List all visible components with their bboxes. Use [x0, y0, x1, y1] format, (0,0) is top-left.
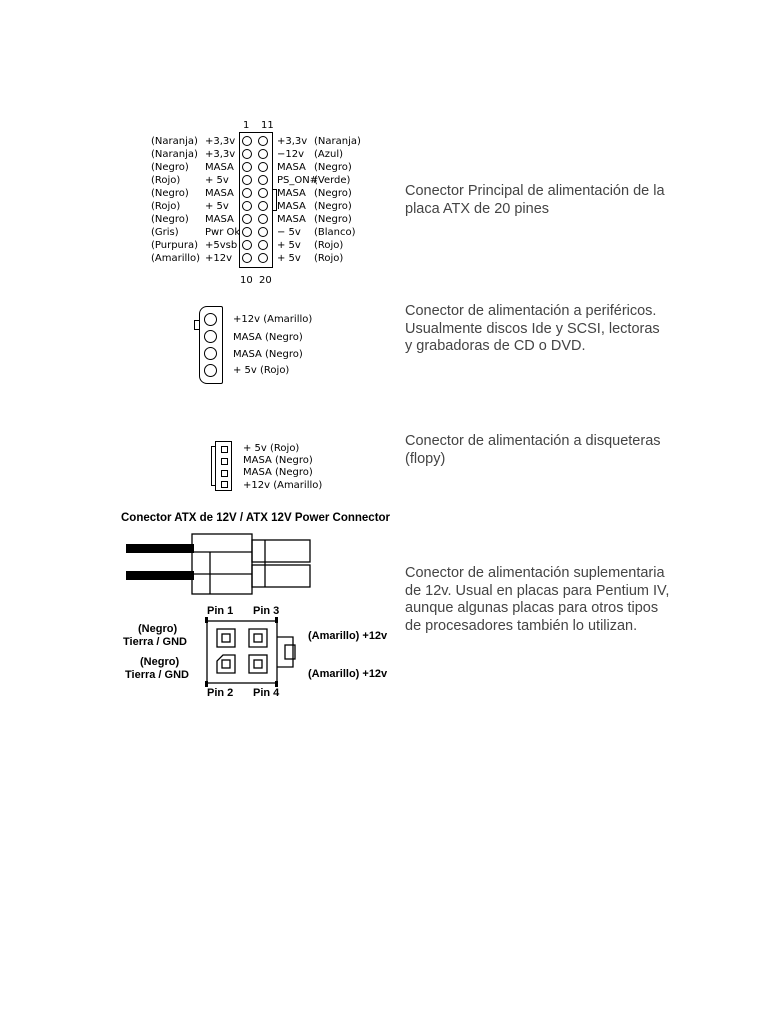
voltage-left: + 5v — [205, 175, 229, 186]
atx20-pin — [258, 227, 268, 237]
wire-color-right: (Negro) — [314, 188, 352, 199]
gnd-bottom-label: Tierra / GND — [125, 669, 189, 681]
pin-number-11: 11 — [261, 120, 274, 131]
voltage-right: MASA — [277, 188, 306, 199]
pin-number-10: 10 — [240, 275, 253, 286]
floppy-label: + 5v (Rojo) — [243, 443, 300, 454]
front-housing — [207, 621, 295, 683]
atx12v-description: Conector de alimentación suplementaria de 12v. Usual en placas para Pentium IV, aunque algunas placas para otros tipos de procesadores también lo utilizan. — [405, 565, 670, 634]
wire-color-left: (Naranja) — [151, 136, 198, 147]
atx20-pin — [258, 149, 268, 159]
pin-3-rounded — [249, 629, 267, 647]
voltage-left: +3,3v — [205, 149, 236, 160]
atx20-pin — [242, 162, 252, 172]
pin-4-label: Pin 4 — [253, 687, 280, 699]
voltage-right: + 5v — [277, 253, 301, 264]
pin-1-label: Pin 1 — [207, 605, 234, 617]
pin-4-square — [249, 655, 267, 673]
atx20-description: Conector Principal de alimentación de la placa ATX de 20 pines — [405, 183, 665, 217]
wire-color-left: (Rojo) — [151, 201, 181, 212]
floppy-tab — [211, 446, 215, 486]
wire-color-right: (Naranja) — [314, 136, 361, 147]
table-row — [151, 226, 411, 239]
table-row — [151, 148, 411, 161]
atx12v-front-view — [205, 617, 305, 687]
voltage-right: PS_ON# — [277, 175, 319, 186]
atx20-pin — [242, 149, 252, 159]
floppy-pin — [221, 458, 228, 465]
atx20-pin — [242, 136, 252, 146]
wire-color-right: (Negro) — [314, 162, 352, 173]
voltage-right: +3,3v — [277, 136, 308, 147]
molex-pin — [204, 347, 217, 360]
voltage-left: Pwr Ok — [205, 227, 241, 238]
molex-label: MASA (Negro) — [233, 349, 303, 360]
atx20-pin — [258, 136, 268, 146]
voltage-right: MASA — [277, 214, 306, 225]
atx20-pin — [258, 240, 268, 250]
floppy-label: +12v (Amarillo) — [243, 480, 323, 491]
wire-color-left: (Rojo) — [151, 175, 181, 186]
atx20-pin — [242, 188, 252, 198]
atx20-pin — [242, 201, 252, 211]
table-row — [151, 161, 411, 174]
pin-2-label: Pin 2 — [207, 687, 234, 699]
voltage-right: −12v — [277, 149, 305, 160]
table-row — [151, 135, 411, 148]
atx20-pin — [242, 253, 252, 263]
wire-color-right: (Verde) — [314, 175, 351, 186]
atx20-pin — [242, 175, 252, 185]
atx20-pin — [258, 214, 268, 224]
voltage-right: MASA — [277, 162, 306, 173]
wire-color-left: (Gris) — [151, 227, 179, 238]
wire-color-right: (Negro) — [314, 201, 352, 212]
voltage-left: + 5v — [205, 201, 229, 212]
voltage-left: MASA — [205, 162, 234, 173]
wire-color-left: (Naranja) — [151, 149, 198, 160]
wire-color-right: (Negro) — [314, 214, 352, 225]
molex-pin — [204, 364, 217, 377]
floppy-pin — [221, 481, 228, 488]
atx20-pin — [242, 227, 252, 237]
table-row — [151, 213, 411, 226]
wire-color-left: (Negro) — [151, 214, 189, 225]
floppy-pin — [221, 446, 228, 453]
atx20-pin — [258, 188, 268, 198]
floppy-label: MASA (Negro) — [243, 467, 313, 478]
pin-number-20: 20 — [259, 275, 272, 286]
wire-color-right: (Azul) — [314, 149, 344, 160]
molex-label: MASA (Negro) — [233, 332, 303, 343]
molex-pin — [204, 330, 217, 343]
v12-top-label: (Amarillo) +12v — [308, 630, 388, 642]
table-row — [151, 187, 411, 200]
table-row — [151, 252, 411, 265]
voltage-right: − 5v — [277, 227, 301, 238]
voltage-left: MASA — [205, 214, 234, 225]
molex-description: Conector de alimentación a periféricos. Usualmente discos Ide y SCSI, lectoras y grabadoras de CD o DVD. — [405, 303, 660, 354]
atx20-pin — [258, 162, 268, 172]
gnd-bottom-color: (Negro) — [140, 656, 180, 668]
atx12v-side-view — [120, 530, 320, 600]
voltage-left: +12v — [205, 253, 233, 264]
atx20-pin — [242, 214, 252, 224]
molex-label: + 5v (Rojo) — [233, 365, 290, 376]
voltage-left: +5vsb — [205, 240, 238, 251]
atx20-pin-table — [151, 135, 411, 267]
wire-color-right: (Rojo) — [314, 240, 344, 251]
pin-1-square — [217, 629, 235, 647]
voltage-right: + 5v — [277, 240, 301, 251]
atx20-pins — [242, 136, 272, 266]
v12-bottom-label: (Amarillo) +12v — [308, 668, 388, 680]
wire-color-left: (Amarillo) — [151, 253, 201, 264]
corner-marks — [205, 617, 278, 687]
gnd-top-color: (Negro) — [138, 623, 178, 635]
floppy-pin — [221, 470, 228, 477]
voltage-left: +3,3v — [205, 136, 236, 147]
connector-housing — [192, 534, 310, 594]
table-row — [151, 239, 411, 252]
wire-color-left: (Purpura) — [151, 240, 199, 251]
molex-tab — [194, 320, 199, 330]
atx20-pin — [258, 201, 268, 211]
wire-color-left: (Negro) — [151, 162, 189, 173]
atx12v-title: Conector ATX de 12V / ATX 12V Power Connector — [121, 512, 391, 524]
cable-top — [126, 544, 194, 553]
atx20-pin — [258, 175, 268, 185]
pin-number-1: 1 — [243, 120, 250, 131]
wire-color-right: (Blanco) — [314, 227, 356, 238]
table-row — [151, 174, 411, 187]
voltage-left: MASA — [205, 188, 234, 199]
wire-color-right: (Rojo) — [314, 253, 344, 264]
gnd-top-label: Tierra / GND — [123, 636, 187, 648]
pin-3-label: Pin 3 — [253, 605, 280, 617]
molex-pin — [204, 313, 217, 326]
pin-2-rounded — [217, 655, 235, 673]
table-row — [151, 200, 411, 213]
atx20-pin — [242, 240, 252, 250]
cable-bottom — [126, 571, 194, 580]
molex-label: +12v (Amarillo) — [233, 314, 313, 325]
wire-color-left: (Negro) — [151, 188, 189, 199]
atx20-pin — [258, 253, 268, 263]
voltage-right: MASA — [277, 201, 306, 212]
floppy-label: MASA (Negro) — [243, 455, 313, 466]
floppy-description: Conector de alimentación a disqueteras (flopy) — [405, 433, 661, 467]
